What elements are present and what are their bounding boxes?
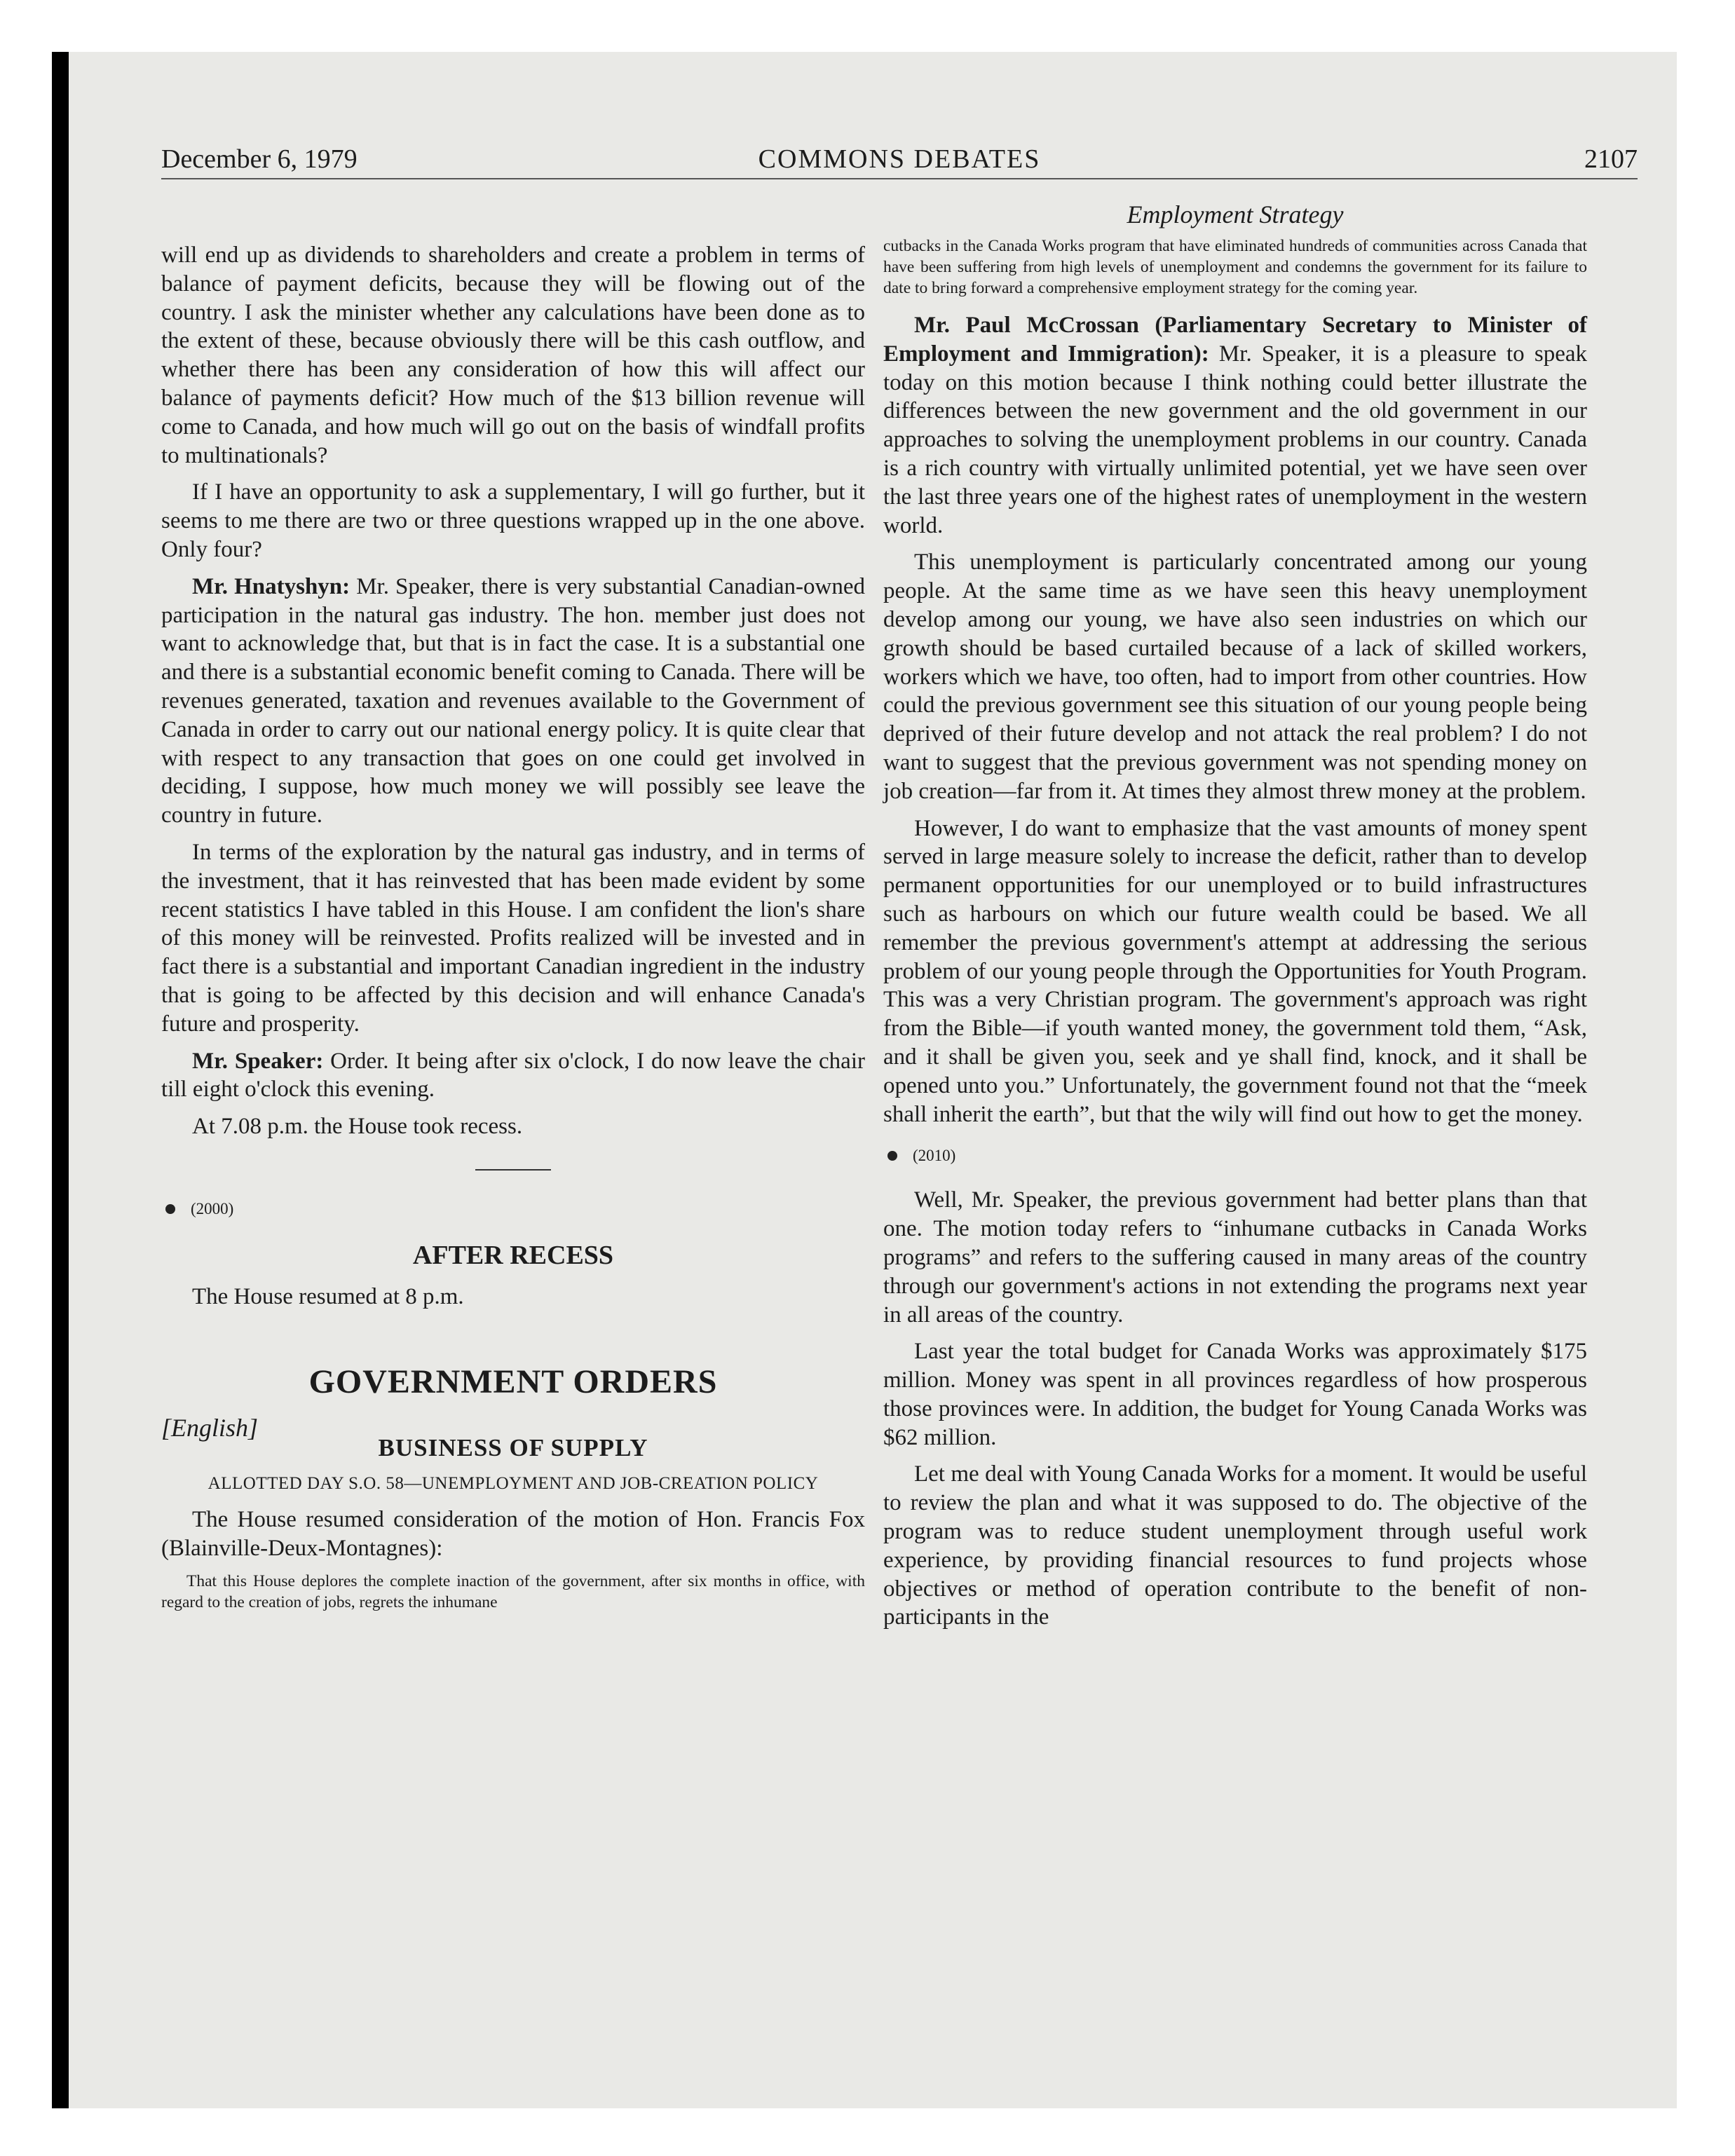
after-recess-heading: AFTER RECESS: [412, 1240, 614, 1270]
header-publication: COMMONS DEBATES: [758, 144, 1041, 174]
allotted-day-heading: ALLOTTED DAY S.O. 58—UNEMPLOYMENT AND JOB-CREATION POLICY: [207, 1473, 819, 1493]
page-header: [161, 142, 1638, 179]
bullet-icon: [887, 1151, 897, 1161]
scanned-page: [52, 52, 1677, 2108]
motion-text: cutbacks in the Canada Works program that have eliminated hundreds of communities across Canada that have been suffering from high levels of unemployment and condemns the government for its failure to date to bring forward a comprehensive employment strategy for the coming year.: [883, 237, 1587, 297]
paragraph: Let me deal with Young Canada Works for a moment. It would be useful to review the plan and what it was supposed to do. The objective of the program was to reduce student unemployment through useful work experience, by providing financial resources to fund projects whose objectives or method of operation contribute to the benefit of non-participants in the: [883, 1461, 1587, 1630]
speech-paragraph: [161, 573, 865, 830]
motion-text: That this House deplores the complete inaction of the government, after six months in office, with regard to the creation of jobs, regrets the inhumane: [161, 1572, 865, 1612]
speech-text: Order. It being after six o'clock, I do now leave the chair till eight o'clock this evening.: [161, 1048, 865, 1103]
header-page-number: 2107: [1584, 144, 1638, 174]
paragraph: Well, Mr. Speaker, the previous government had better plans than that one. The motion today refers to “inhumane cutbacks in Canada Works programs” and refers to the suffering caused in many areas of the country through our government's actions in not extending the programs next year in all areas of the country.: [883, 1187, 1587, 1328]
speech-paragraph: [161, 1047, 865, 1105]
paragraph: The House resumed consideration of the motion of Hon. Francis Fox (Blainville-Deux-Montagnes):: [161, 1506, 865, 1561]
speech-paragraph: [883, 311, 1587, 540]
speech-text: Mr. Speaker, it is a pleasure to speak today on this motion because I think nothing could better illustrate the differences between the new government and the old government in our approaches to solving the unemployment problems in our country. Canada is a rich country with virtually unlimited potential, yet we have seen over the last three years one of the highest rates of unemployment in the western world.: [883, 341, 1587, 538]
speaker-name: Mr. Paul McCrossan (Parliamentary Secretary to Minister of Employment and Immigration):: [883, 313, 1587, 367]
time-marker: [883, 1145, 1587, 1166]
time-marker-text: (2000): [191, 1199, 234, 1217]
speaker-name: Mr. Speaker:: [192, 1048, 324, 1074]
paragraph: The House resumed at 8 p.m.: [192, 1283, 464, 1309]
left-column: [161, 241, 865, 1613]
government-orders-heading: GOVERNMENT ORDERS: [308, 1363, 718, 1400]
time-marker: [161, 1199, 865, 1220]
header-date: December 6, 1979: [161, 144, 358, 174]
paragraph: If I have an opportunity to ask a supplementary, I will go further, but it seems to me there are two or three questions wrapped up in the one above. Only four?: [161, 479, 865, 562]
paragraph: Last year the total budget for Canada Works was approximately $175 million. Money was spent in all provinces regardless of how prosperous those provinces were. In addition, the budget for Young Canada Works was $62 million.: [883, 1339, 1587, 1450]
paragraph: At 7.08 p.m. the House took recess.: [192, 1114, 523, 1140]
paragraph: However, I do want to emphasize that the vast amounts of money spent served in large measure solely to increase the deficit, rather than to develop permanent opportunities for our unemployed or to build infrastructures such as harbours on which our future wealth could be based. We all remember the previous government's attempt at addressing the serious problem of our young people through the Opportunities for Youth Program. This was a very Christian program. The government's approach was right from the Bible—if youth wanted money, the government told them, “Ask, and it shall be given you, seek and ye shall find, knock, and it shall be opened unto you.” Unfortunately, the government found not that the “meek shall inherit the earth”, but that the wily will find out how to get the money.: [883, 815, 1587, 1127]
right-column: [883, 199, 1587, 1632]
bullet-icon: [165, 1204, 175, 1214]
speaker-name: Mr. Hnatyshyn:: [192, 573, 351, 599]
paragraph: will end up as dividends to shareholders and create a problem in terms of balance of payment deficits, because they will be flowing out of the country. I ask the minister whether any calculations have been done as to the extent of these, because obviously there will be this cash outflow, and whether there has been any consideration of how this will affect our balance of payments deficit? How much of the $13 billion revenue will come to Canada, and how much will go out on the basis of windfall profits to multinationals?: [161, 243, 865, 468]
binding-edge: [52, 52, 69, 2108]
speech-text: Mr. Speaker, there is very substantial Canadian-owned participation in the natural gas industry. The hon. member just does not want to acknowledge that, but that is in fact the case. It is a substantial one and there is a substantial economic benefit coming to Canada. There will be revenues generated, taxation and revenues available to the Government of Canada in order to carry out our national energy policy. It is quite clear that with respect to any transaction that goes on one could get involved in deciding, I suppose, how much money we will possibly see leave the country in future.: [161, 573, 865, 828]
business-of-supply-heading: BUSINESS OF SUPPLY: [378, 1433, 648, 1461]
paragraph: This unemployment is particularly concentrated among our young people. At the same time as we have seen this heavy unemployment develop among our young, we have also seen industries on which our growth should be based curtailed because of a lack of skilled workers, workers which we have, too often, had to import from other countries. How could the previous government see this situation of our young people being deprived of their future develop and not attack the real problem? I do not want to suggest that the previous government was not spending money on job creation—far from it. At times they almost threw money at the problem.: [883, 550, 1587, 804]
time-marker-text: (2010): [913, 1147, 956, 1165]
paragraph: In terms of the exploration by the natural gas industry, and in terms of the investment, that it has reinvested that has been made evident by some recent statistics I have tabled in this House. I am confident the lion's share of this money will be reinvested. Profits realized will be invested and in fact there is a substantial and important Canadian ingredient in the industry that is going to be affected by this decision and will enhance Canada's future and prosperity.: [161, 839, 865, 1037]
running-head: Employment Strategy: [1127, 200, 1344, 228]
language-tag: [English]: [161, 1413, 259, 1442]
section-divider: [475, 1169, 551, 1171]
